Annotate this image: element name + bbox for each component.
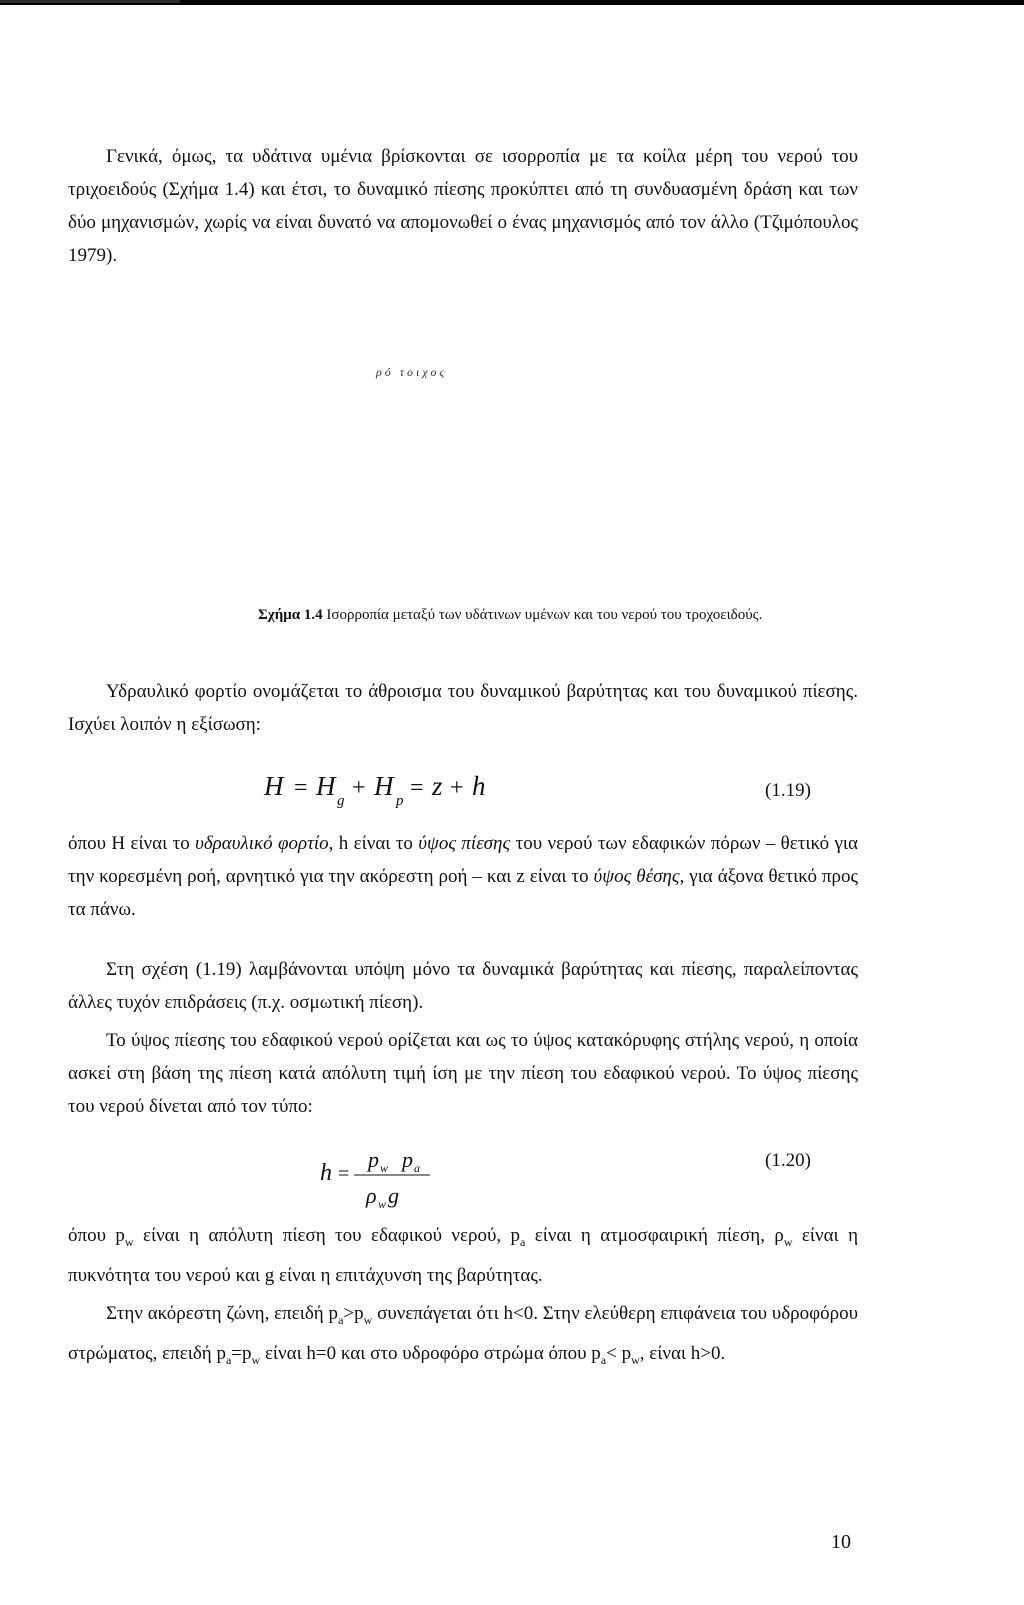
svg-text:p: p [396,793,404,809]
p3-text-g: , για άξονα θετικό προς τα πάνω. [68,866,859,920]
p7-sub: a [225,1352,232,1367]
p7-sub: w [363,1312,373,1327]
svg-text:H: H [316,771,336,801]
paragraph-6 [68,1219,858,1292]
equation-1-formula [262,765,502,813]
svg-text:z: z [432,771,443,801]
equation-1-number: (1.19) [765,780,811,801]
p3-term-hydraulic-head: υδραυλικό φορτίο [195,833,329,854]
paragraph-1: Γενικά, όμως, τα υδάτινα υμένια βρίσκονται σε ισορροπία με τα κοίλα μέρη του νερού του τριχοειδούς (Σχήμα 1.4) και έτσι, το δυναμικό πίεσης προκύπτει από τη συνδυασμένη δράση και των δύο μηχανισμών, χωρίς να είναι δυνατό να απομονωθεί ο ένας μηχανισμός από τον άλλο (Τζιμόπουλος 1979). [68,146,858,266]
paragraph-2: Υδραυλικό φορτίο ονομάζεται το άθροισμα του δυναμικού βαρύτητας και του δυναμικού πίεσης. Ισχύει λοιπόν η εξίσωση: [68,681,858,735]
svg-text:H: H [264,771,284,801]
svg-text:g: g [388,1183,399,1208]
svg-text:p: p [402,1147,413,1172]
scan-top-edge [0,0,180,3]
caption-text: Ισορροπία μεταξύ των υδάτινων υμένων και του νερού του τροχοειδούς. [322,607,763,623]
svg-text:=: = [294,775,308,801]
p7-sub: a [338,1312,344,1327]
svg-text:=: = [410,775,424,801]
svg-text:h: h [320,1160,332,1186]
svg-text:p: p [368,1147,379,1172]
svg-text:h: h [472,771,486,801]
p6-text: είναι η πυκνότητα του νερού και g είναι η επιτάχυνση της βαρύτητας. [68,1225,859,1286]
p7-text: είναι h=0 και στο υδροφόρο στρώμα όπου p [260,1342,601,1364]
svg-text:w: w [380,1161,389,1175]
p3-text-e: του νερού των εδαφικών πόρων – θετικό για την κορεσμένη ροή, αρνητικό για την ακόρεστη ροή – και z είναι το [68,833,858,887]
p3-text-c: , h είναι το [328,833,419,854]
svg-text:H: H [374,771,394,801]
p6-sub: w [783,1234,793,1249]
p7-text: Στην ακόρεστη ζώνη, επειδή p [106,1303,339,1324]
document-page [0,5,1024,1605]
p6-text: είναι η ατμοσφαιρική πίεση, ρ [525,1225,784,1246]
p7-text: συνεπάγεται ότι h<0. Στην ελεύθερη επιφάνεια του υδροφόρου στρώματος, επειδή p [68,1303,858,1364]
svg-text:a: a [414,1161,420,1175]
figure-caption [258,607,762,624]
page-number: 10 [831,1531,851,1553]
p3-term-elevation-head: ύψος θέσης [593,866,680,887]
svg-text:+: + [352,775,366,801]
p7-text: , είναι h>0. [639,1342,726,1364]
caption-label: Σχήμα 1.4 [258,607,323,623]
p7-sub: w [631,1352,640,1367]
p7-sub: a [600,1352,607,1367]
p3-term-pressure-head: ύψος πίεσης [418,833,511,854]
svg-text:ρ: ρ [366,1183,377,1208]
p3-text-a: όπου Η είναι το [68,833,196,854]
p6-text: είναι η απόλυτη πίεση του εδαφικού νερού, p [133,1225,521,1246]
p6-sub: w [124,1234,134,1249]
svg-text:=: = [338,1163,350,1185]
svg-text:g: g [337,793,345,809]
equation-2-number: (1.20) [765,1150,811,1171]
p7-text: >p [343,1303,364,1324]
p6-sub: a [520,1234,526,1249]
p7-text: =p [231,1342,252,1364]
p7-sub: w [251,1352,261,1367]
svg-text:w: w [378,1197,387,1211]
p6-text: όπου p [68,1225,125,1246]
figure-text: ρό τοιχος [376,365,448,379]
equation-2-formula [318,1143,478,1213]
paragraph-7 [68,1297,858,1377]
paragraph-5: Το ύψος πίεσης του εδαφικού νερού ορίζεται και ως το ύψος κατακόρυφης στήλης νερού, η οποία ασκεί στη βάση της πίεση κατά απόλυτη τιμή ίση με την πίεση του εδαφικού νερού. Το ύψος πίεσης του νερού δίνεται από τον τύπο: [68,1030,858,1117]
paragraph-3 [68,827,858,926]
svg-text:+: + [450,775,464,801]
paragraph-4: Στη σχέση (1.19) λαμβάνονται υπόψη μόνο τα δυναμικά βαρύτητας και πίεσης, παραλείποντας άλλες τυχόν επιδράσεις (π.χ. οσμωτική πίεση). [68,959,858,1013]
p7-text: < p [606,1342,632,1364]
